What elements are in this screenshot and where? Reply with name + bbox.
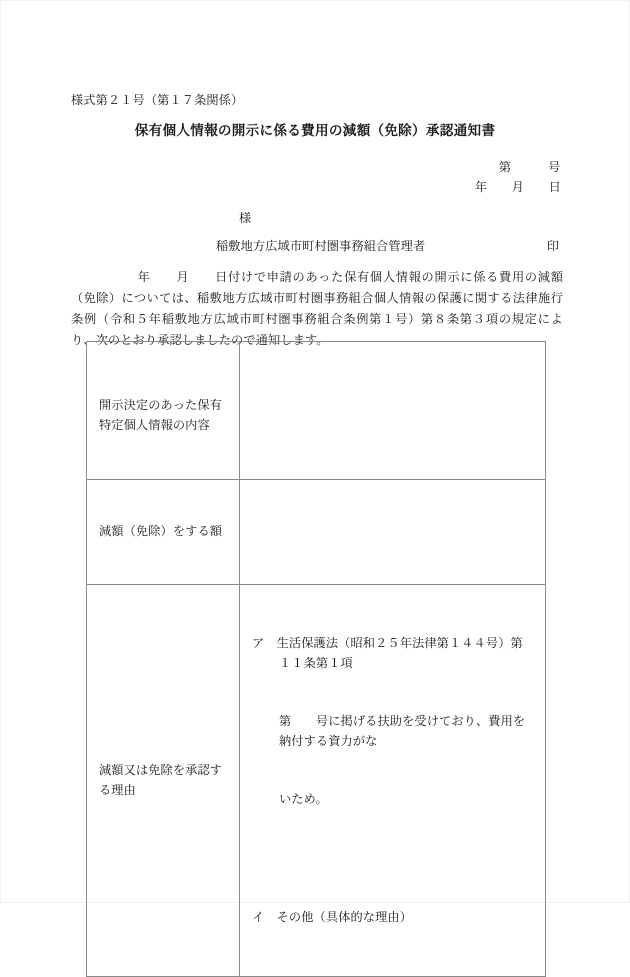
document-title: 保有個人情報の開示に係る費用の減額（免除）承認通知書 <box>134 123 496 138</box>
table-cell-reason-value[interactable] <box>240 585 546 977</box>
form-number: 様式第２１号（第１７条関係） <box>71 93 244 107</box>
document-number-line: 第 号 <box>498 160 561 174</box>
addressee-honorific: 様 <box>239 211 252 225</box>
notification-table <box>86 341 546 977</box>
reason-option-a-line-3: いため。 <box>279 792 328 807</box>
body-paragraph-text: 年 月 日付けで申請のあった保有個人情報の開示に係る費用の減額（免除）については、稲敷地方広域市町村圏事務組合個人情報の保護に関する法律施行条例（令和５年稲敷地方広域市町村圏事務組合条例第１号）第８条第３項の規定により、次のとおり承認しましたので通知します。 <box>71 270 563 347</box>
issuer-name: 稲敷地方広域市町村圏事務組合管理者 <box>216 239 426 253</box>
table-row <box>87 585 546 977</box>
table-row <box>87 480 546 585</box>
document-meta <box>475 158 561 198</box>
label-line-1: 開示決定のあった保有 <box>99 398 222 413</box>
table-row-label-reduction-amount <box>87 480 240 585</box>
body-paragraph <box>71 267 563 351</box>
table-cell-disclosure-content-value[interactable] <box>240 342 546 480</box>
table-cell-reduction-amount-value[interactable] <box>240 480 546 585</box>
label-line-2: 特定個人情報の内容 <box>99 417 210 432</box>
label-line-1: 減額又は免除を承認す <box>99 763 223 778</box>
document-date-line: 年 月 日 <box>474 179 561 194</box>
label-line-2: る理由 <box>99 782 136 797</box>
reason-option-a-line-2: 第 号に掲げる扶助を受けており、費用を納付する資力がな <box>279 714 526 748</box>
reason-option-a[interactable] <box>252 595 535 849</box>
reason-option-b-line-1: イ その他（具体的な理由） <box>252 909 413 924</box>
seal-mark: 印 <box>546 239 559 253</box>
issuer-row <box>216 237 561 254</box>
label-line-1: 減額（免除）をする額 <box>99 524 223 539</box>
reason-option-b[interactable] <box>252 869 535 967</box>
table-row-label-reason <box>87 585 240 977</box>
table-row-label-disclosure-content <box>87 342 240 480</box>
table-row <box>87 342 546 480</box>
reason-option-a-line-1: ア 生活保護法（昭和２５年法律第１４４号）第１１条第１項 <box>252 636 523 670</box>
